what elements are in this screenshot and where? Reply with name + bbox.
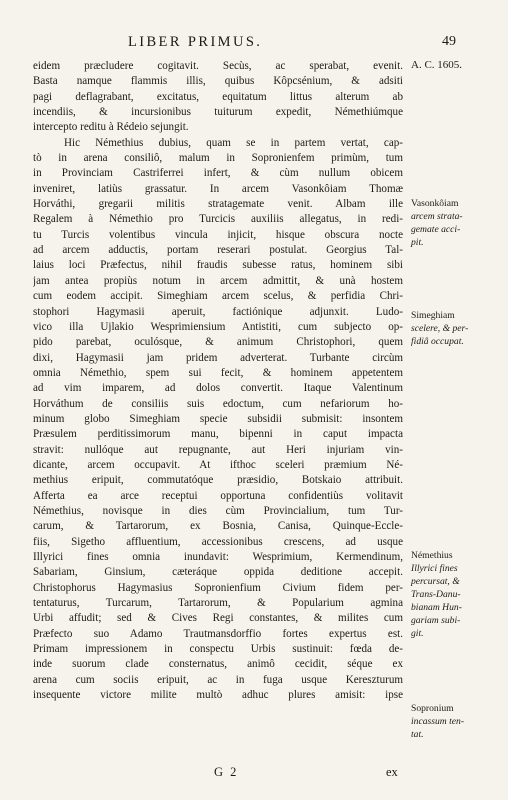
text-line: Præfecto suo Adamo Trautmansdorffio fortes expertus est.	[33, 627, 403, 640]
margin-note-line: scelere, & per-	[411, 323, 469, 334]
text-line: tu Turcis volentibus vincula injicit, hisque obscura nocte	[33, 228, 403, 241]
text-line: minum globo Simeghiam specie subsidii submisit: insontem	[33, 412, 403, 425]
text-line: inde suorum clade consternatus, animô cecidit, séque ex	[33, 658, 403, 671]
text-line: Illyrici fines omnia inundavit: Wesprimium, Kermendinum,	[33, 551, 403, 563]
text-line: stophori Hagymasii aperuit, factiónique adjunxit. Ludo-	[33, 305, 403, 318]
text-line: ad vim imparem, ad dolos convertit. Itaque Valentinum	[33, 382, 403, 395]
text-line: Horváthi, gregarii militis stratagemate venit. Albam ille	[33, 198, 403, 211]
text-line: Urbi affudit; sed & Cives Regi constantes, & milites cum	[33, 612, 403, 625]
margin-note-line: fidiâ occupat.	[411, 336, 464, 347]
page-header	[0, 34, 508, 54]
page-footer	[0, 765, 508, 783]
margin-note-line: Simeghiam	[411, 310, 455, 321]
text-line: methius eripuit, commutatóque præsidio, Botskaio attribuit.	[33, 474, 403, 487]
text-line: intercepto reditu à Rédeio sejungit.	[33, 121, 189, 134]
text-line: eidem præcludere cogitavit. Secùs, ac sperabat, evenit.	[33, 60, 403, 72]
margin-note-line: pit.	[411, 237, 424, 248]
text-line: vico illa Ujlakio Wesprimiensium Antistiti, cum subjecto op-	[33, 320, 403, 333]
text-line: pido parebat, oculósque, & animum Christophori, quem	[33, 336, 403, 349]
text-line: carum, & Tartarorum, ex Bosnia, Canisa, Quinque-Eccle-	[33, 520, 403, 533]
text-line: omnia Némethio, spem sui fecit, & hominem appetentem	[33, 366, 403, 379]
margin-note-line: git.	[411, 628, 424, 639]
margin-note-simeghiam	[411, 309, 493, 348]
text-line: tentaturus, Turcarum, Tartarorum, & Popularium agmina	[33, 597, 403, 610]
running-title: LIBER PRIMUS.	[128, 34, 263, 50]
text-line: cum eodem accipit. Simeghiam arcem scelus, & perfidia Chri-	[33, 290, 403, 303]
margin-note-line: Sopronium	[411, 703, 454, 714]
text-line: Némethius, novisque in dies cùm Provincialium, tum Tur-	[33, 504, 403, 517]
text-line: stravit: nullóque aut repugnante, aut Heri injuriam vin-	[33, 443, 403, 456]
margin-note-line: arcem strata-	[411, 211, 463, 222]
text-line: insequente victore milite multò adhuc plures amisit: ipse	[33, 689, 403, 702]
margin-note-line: gemate acci-	[411, 224, 461, 235]
margin-note-line: percursat, &	[411, 576, 460, 587]
text-line: pagi deflagrabant, excitatus, equitatum littus alterum ab	[33, 90, 403, 103]
margin-note-line: Trans-Danu-	[411, 589, 461, 600]
margin-note-line: Némethius	[411, 550, 453, 561]
margin-note-line: tat.	[411, 729, 424, 740]
text-line: Basta namque flammis illis, quibus Kôpcsénium, & adsiti	[33, 75, 403, 88]
text-line: jam antea propiùs notum in arcem admittit, & unà hostem	[33, 274, 403, 287]
text-line: in Provinciam Castriferrei infert, & cùm nullum obicem	[33, 167, 403, 180]
text-line: Primam impressionem in conspectu Urbis sustinuit: fœda de-	[33, 643, 403, 656]
text-line: Sabariam, Ginsium, cæteráque oppida deditione accepit.	[33, 566, 403, 579]
text-line: arena cum sociis eripuit, ac in fuga usque Kereszturum	[33, 673, 403, 686]
text-line: fiis, Sigetho affluentium, accessionibus crescens, ad usque	[33, 535, 403, 548]
margin-note-vasonkoiam	[411, 197, 493, 249]
margin-note-nemethius	[411, 549, 493, 640]
signature-mark: G 2	[214, 765, 239, 779]
margin-note-line: A. C. 1605.	[411, 59, 463, 71]
margin-note-line: Vasonkôiam	[411, 198, 459, 209]
text-line: Hic Némethius dubius, quam se in partem vertat, cap-	[64, 136, 403, 149]
margin-note-year	[411, 59, 493, 72]
text-line: incendiis, & incursionibus tuiturum expedit, Némethiúmque	[33, 106, 403, 119]
catchword: ex	[386, 765, 398, 779]
page-number: 49	[442, 34, 456, 49]
text-line: ad arcem adductis, portam reserari postulat. Georgius Tal-	[33, 244, 403, 257]
text-line: dicante, arcem occupavit. At ifthoc sceleri præmium Né-	[33, 458, 403, 471]
text-line: Christophorus Hagymasius Sopronienfium Civium fidem per-	[33, 581, 403, 594]
text-line: Præsulem perditissimorum manu, bipenni in caput impacta	[33, 428, 403, 441]
text-line: inveniret, latiùs grassatur. In arcem Vasonkôiam Thomæ	[33, 182, 403, 195]
margin-note-line: gariam subi-	[411, 615, 461, 626]
text-line: laius loci Præfectus, nihil fraudis subesse ratus, hominem sibi	[33, 259, 403, 272]
text-line: tò in arena consiliô, malum in Sopronienfem primùm, tum	[33, 152, 403, 165]
margin-note-sopronium	[411, 702, 493, 741]
text-line: Afferta ea arce receptui opportuna confidentiùs volitavit	[33, 489, 403, 502]
body-text	[33, 59, 403, 703]
text-line: Horváthum de consiliis suis edoctum, cum nefariorum ho-	[33, 397, 403, 410]
margin-note-line: bianam Hun-	[411, 602, 462, 613]
text-line: Regalem à Némethio pro Turcicis auxiliis allegatus, in redi-	[33, 213, 403, 226]
text-line: dixi, Hagymasii jam pridem adverterat. Turbante circùm	[33, 351, 403, 364]
margin-note-line: incassum ten-	[411, 716, 465, 727]
margin-note-line: Illyrici fines	[411, 563, 458, 574]
